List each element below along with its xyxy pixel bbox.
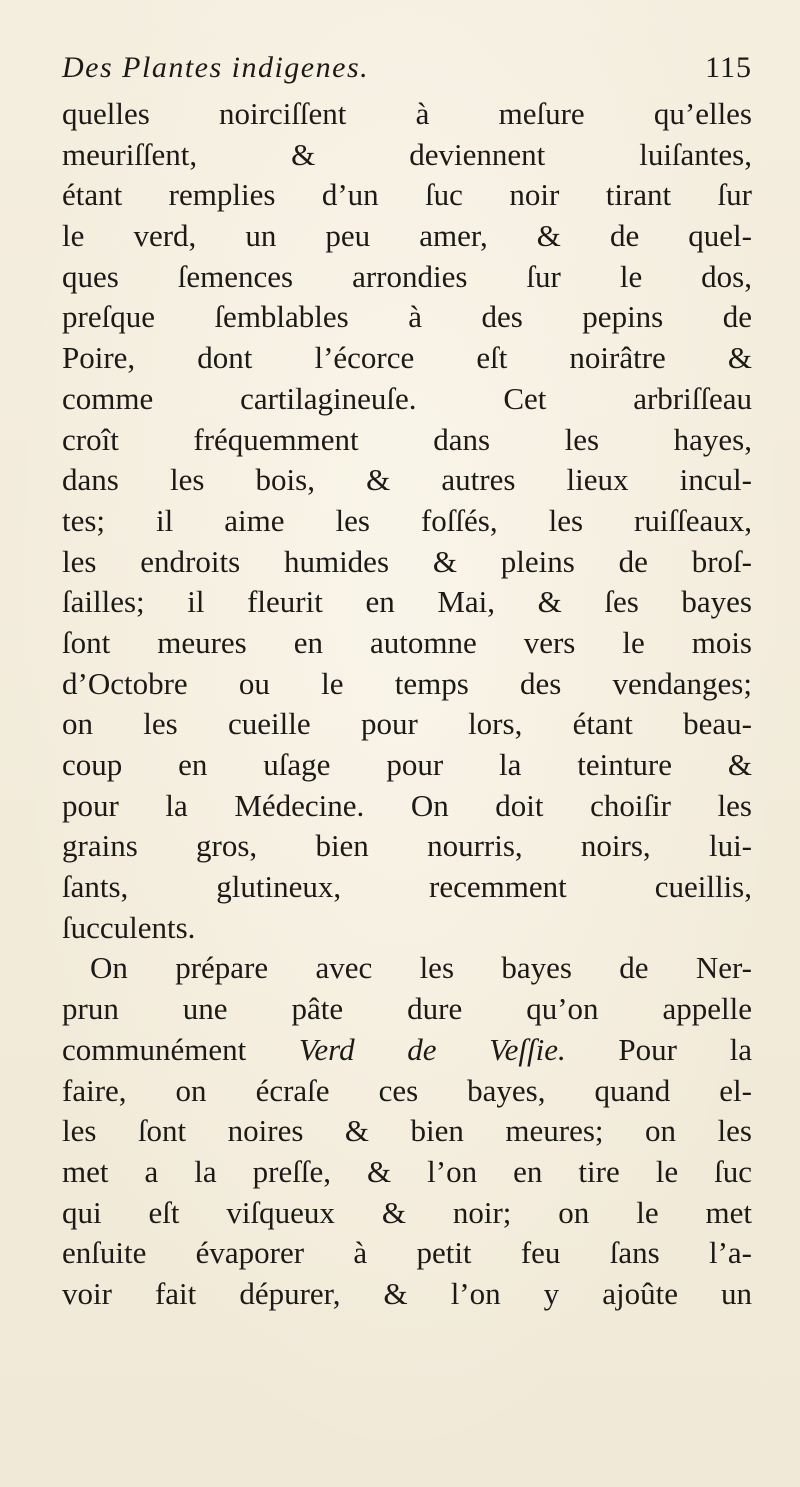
running-title: Des Plantes indigenes. <box>62 51 370 84</box>
text-line: voir fait dépurer, & l’on y ajoûte un <box>62 1275 752 1311</box>
body-text <box>62 94 752 1315</box>
paragraph-first-line: On prépare avec les bayes de Ner- <box>90 950 752 986</box>
text-line: prun une pâte dure qu’on appelle <box>62 991 752 1027</box>
text-line: ſucculents. <box>62 909 196 945</box>
text-line: tes; il aime les foſſés, les ruiſſeaux, <box>62 502 752 538</box>
text-line: croît fréquemment dans les hayes, <box>62 421 752 457</box>
page-number: 115 <box>705 51 752 84</box>
text-line: ſants, glutineux, recemment cueillis, <box>62 869 752 905</box>
text-line: pour la Médecine. On doit choiſir les <box>62 787 752 823</box>
text-fragment: Pour la <box>618 1031 752 1067</box>
italic-term: Verd de Veſſie. <box>298 1031 566 1067</box>
text-line: d’Octobre ou le temps des vendanges; <box>62 665 752 701</box>
text-line: met a la preſſe, & l’on en tire le ſuc <box>62 1153 752 1189</box>
text-line: faire, on écraſe ces bayes, quand el- <box>62 1072 752 1108</box>
text-line: on les cueille pour lors, étant beau- <box>62 706 752 742</box>
text-line: Poire, dont l’écorce eſt noirâtre & <box>62 340 752 376</box>
text-line: les ſont noires & bien meures; on les <box>62 1113 752 1149</box>
page-header <box>62 46 752 90</box>
text-line: ſont meures en automne vers le mois <box>62 624 752 660</box>
text-line-with-italic <box>62 1030 752 1071</box>
text-line: qui eſt viſqueux & noir; on le met <box>62 1194 752 1230</box>
text-line: preſque ſemblables à des pepins de <box>62 299 752 335</box>
text-line: coup en uſage pour la teinture & <box>62 747 752 782</box>
text-line: le verd, un peu amer, & de quel- <box>62 218 752 254</box>
text-line: ques ſemences arrondies ſur le dos, <box>62 258 752 294</box>
text-line: les endroits humides & pleins de broſ- <box>62 543 752 579</box>
text-line: quelles noirciſſent à meſure qu’elles <box>62 96 752 131</box>
text-line: étant remplies d’un ſuc noir tirant ſur <box>62 177 752 213</box>
text-line: enſuite évaporer à petit feu ſans l’a- <box>62 1235 752 1271</box>
text-line: ſailles; il fleurit en Mai, & ſes bayes <box>62 584 752 620</box>
text-line: dans les bois, & autres lieux incul- <box>62 462 752 498</box>
text-line: comme cartilagineuſe. Cet arbriſſeau <box>62 380 752 416</box>
text-line: grains gros, bien nourris, noirs, lui- <box>62 828 752 864</box>
text-fragment: communément <box>62 1031 247 1067</box>
text-line: meuriſſent, & deviennent luiſantes, <box>62 136 752 172</box>
